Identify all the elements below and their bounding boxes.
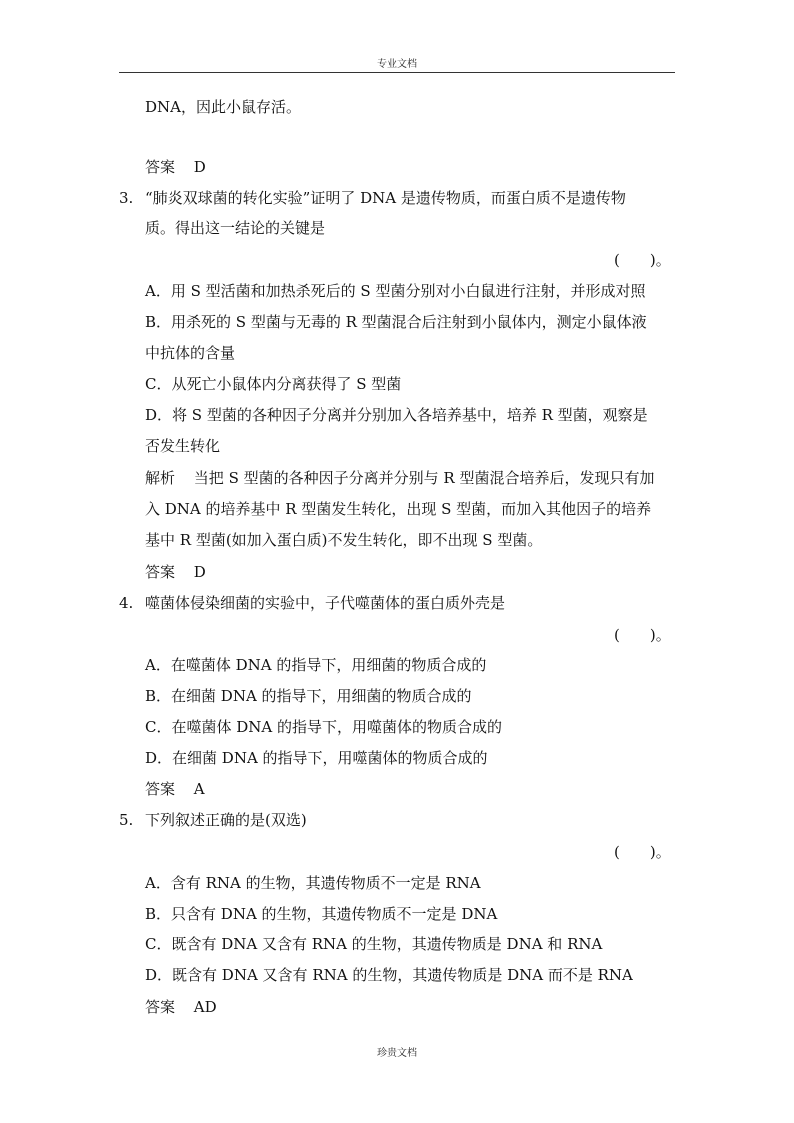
previous-answer bbox=[145, 155, 206, 179]
answer-value: AD bbox=[193, 998, 217, 1016]
q3-option-c: C．从死亡小鼠体内分离获得了 S 型菌 bbox=[145, 375, 402, 393]
previous-question-tail: DNA，因此小鼠存活。 bbox=[145, 98, 301, 116]
q3-number: 3. bbox=[119, 189, 134, 207]
answer-value: D bbox=[193, 158, 206, 176]
q5-option-a: A．含有 RNA 的生物，其遗传物质不一定是 RNA bbox=[145, 874, 481, 892]
answer-label: 答案 bbox=[145, 158, 176, 176]
q4-stem: 噬菌体侵染细菌的实验中，子代噬菌体的蛋白质外壳是 bbox=[145, 594, 506, 612]
q3-answer bbox=[145, 560, 206, 584]
q3-stem-line-2: 质。得出这一结论的关键是 bbox=[145, 219, 326, 237]
q5-answer bbox=[145, 995, 217, 1019]
q4-option-b: B．在细菌 DNA 的指导下，用细菌的物质合成的 bbox=[145, 687, 472, 705]
q5-option-b: B．只含有 DNA 的生物，其遗传物质不一定是 DNA bbox=[145, 905, 498, 923]
page-header: 专业文档 bbox=[377, 59, 417, 70]
q4-option-a: A．在噬菌体 DNA 的指导下，用细菌的物质合成的 bbox=[145, 656, 487, 674]
q3-analysis-line-1 bbox=[145, 466, 654, 490]
q4-option-c: C．在噬菌体 DNA 的指导下，用噬菌体的物质合成的 bbox=[145, 718, 502, 736]
q3-analysis-line-2: 入 DNA 的培养基中 R 型菌发生转化，出现 S 型菌，而加入其他因子的培养 bbox=[145, 500, 652, 518]
analysis-label: 解析 bbox=[145, 469, 176, 487]
page-footer: 珍贵文档 bbox=[377, 1048, 417, 1059]
answer-label: 答案 bbox=[145, 563, 176, 581]
q3-stem-line-1: “肺炎双球菌的转化实验”证明了 DNA 是遗传物质，而蛋白质不是遗传物 bbox=[145, 189, 626, 207]
q5-stem: 下列叙述正确的是(双选) bbox=[145, 811, 307, 829]
answer-value: D bbox=[193, 563, 206, 581]
q3-option-d-line-1: D．将 S 型菌的各种因子分离并分别加入各培养基中，培养 R 型菌，观察是 bbox=[145, 406, 648, 424]
q5-option-c: C．既含有 DNA 又含有 RNA 的生物，其遗传物质是 DNA 和 RNA bbox=[145, 935, 603, 953]
q5-answer-blank: ( )。 bbox=[614, 843, 671, 861]
q3-option-d-line-2: 否发生转化 bbox=[145, 437, 221, 455]
q3-answer-blank: ( )。 bbox=[614, 251, 671, 269]
answer-label: 答案 bbox=[145, 780, 176, 798]
q4-option-d: D．在细菌 DNA 的指导下，用噬菌体的物质合成的 bbox=[145, 749, 488, 767]
q3-option-b-line-2: 中抗体的含量 bbox=[145, 344, 236, 362]
q4-answer-blank: ( )。 bbox=[614, 626, 671, 644]
q5-number: 5. bbox=[119, 811, 134, 829]
q4-answer bbox=[145, 777, 205, 801]
answer-value: A bbox=[193, 780, 205, 798]
q3-option-b-line-1: B．用杀死的 S 型菌与无毒的 R 型菌混合后注射到小鼠体内，测定小鼠体液 bbox=[145, 313, 647, 331]
q3-analysis-line-3: 基中 R 型菌(如加入蛋白质)不发生转化，即不出现 S 型菌。 bbox=[145, 531, 543, 549]
answer-label: 答案 bbox=[145, 998, 176, 1016]
q4-number: 4. bbox=[119, 594, 134, 612]
analysis-text: 当把 S 型菌的各种因子分离并分别与 R 型菌混合培养后，发现只有加 bbox=[193, 469, 655, 487]
q5-option-d: D．既含有 DNA 又含有 RNA 的生物，其遗传物质是 DNA 而不是 RNA bbox=[145, 966, 633, 984]
q3-option-a: A．用 S 型活菌和加热杀死后的 S 型菌分别对小白鼠进行注射，并形成对照 bbox=[145, 282, 646, 300]
